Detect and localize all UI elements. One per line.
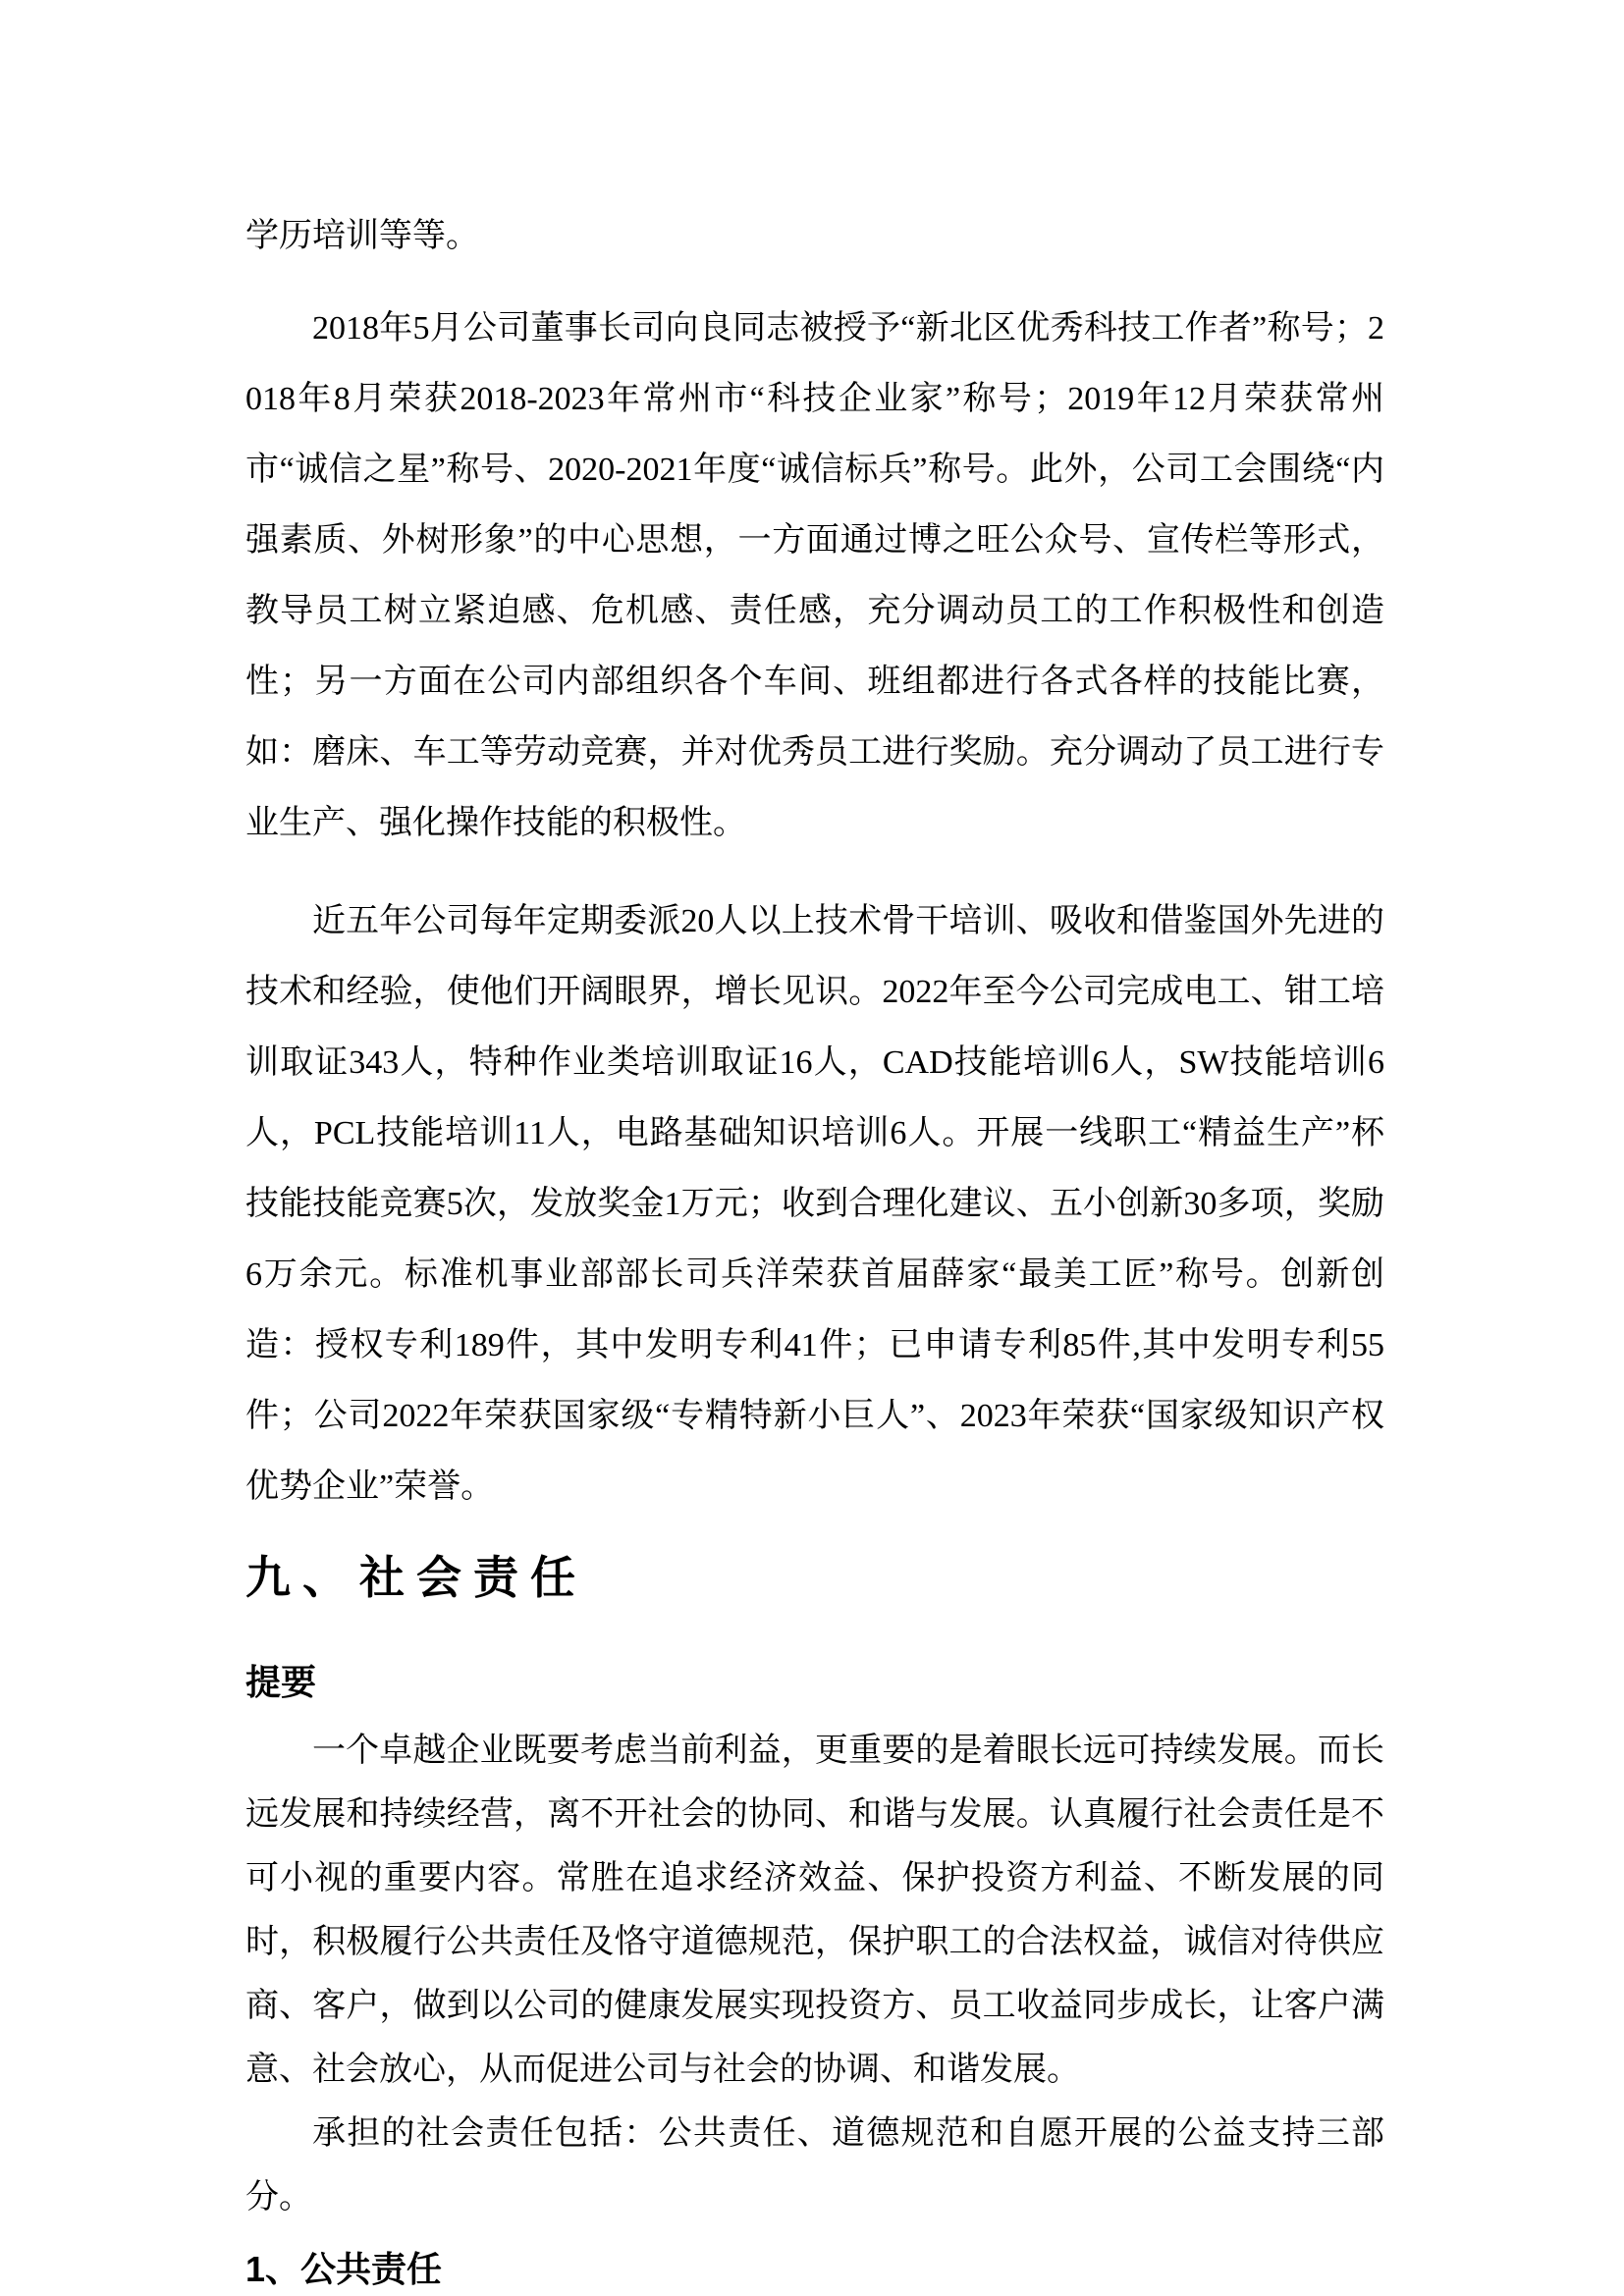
paragraph-awards: 2018年5月公司董事长司向良同志被授予“新北区优秀科技工作者”称号；2018年8月荣获2018-2023年常州市“科技企业家”称号；2019年12月荣获常州市“诚信之星”称号、2020-2021年度“诚信标兵”称号。此外，公司工会围绕“内强素质、外树形象”的中心思想，一方面通过博之旺公众号、宣传栏等形式，教导员工树立紧迫感、危机感、责任感，充分调动员工的工作积极性和创造性；另一方面在公司内部组织各个车间、班组都进行各式各样的技能比赛，如：磨床、车工等劳动竞赛，并对优秀员工进行奖励。充分调动了员工进行专业生产、强化操作技能的积极性。 (245, 310, 1384, 841)
paragraph-continuation: 学历培训等等。 (245, 218, 479, 254)
paragraph-summary: 一个卓越企业既要考虑当前利益，更重要的是着眼长远可持续发展。而长远发展和持续经营，离不开社会的协同、和谐与发展。认真履行社会责任是不可小视的重要内容。常胜在追求经济效益、保护投资方利益、不断发展的同时，积极履行公共责任及恪守道德规范，保护职工的合法权益，诚信对待供应商、客户，做到以公司的健康发展实现投资方、员工收益同步成长，让客户满意、社会放心，从而促进公司与社会的协调、和谐发展。 (245, 1733, 1384, 2088)
paragraph-responsibility-parts: 承担的社会责任包括：公共责任、道德规范和自愿开展的公益支持三部分。 (245, 2115, 1384, 2216)
summary-heading: 提要 (245, 1662, 317, 1702)
subsection-heading-public-responsibility: 1、公共责任 (245, 2249, 443, 2289)
paragraph-training: 近五年公司每年定期委派20人以上技术骨干培训、吸收和借鉴国外先进的技术和经验，使他们开阔眼界，增长见识。2022年至今公司完成电工、钳工培训取证343人，特种作业类培训取证16人，CAD技能培训6人，SW技能培训6人，PCL技能培训11人，电路基础知识培训6人。开展一线职工“精益生产”杯技能技能竞赛5次，发放奖金1万元；收到合理化建议、五小创新30多项，奖励6万余元。标准机事业部部长司兵洋荣获首届薛家“最美工匠”称号。创新创造：授权专利189件，其中发明专利41件；已申请专利85件,其中发明专利55件；公司2022年荣获国家级“专精特新小巨人”、2023年荣获“国家级知识产权优势企业”荣誉。 (245, 903, 1384, 1505)
section-heading-social-responsibility: 九、社会责任 (245, 1552, 587, 1603)
